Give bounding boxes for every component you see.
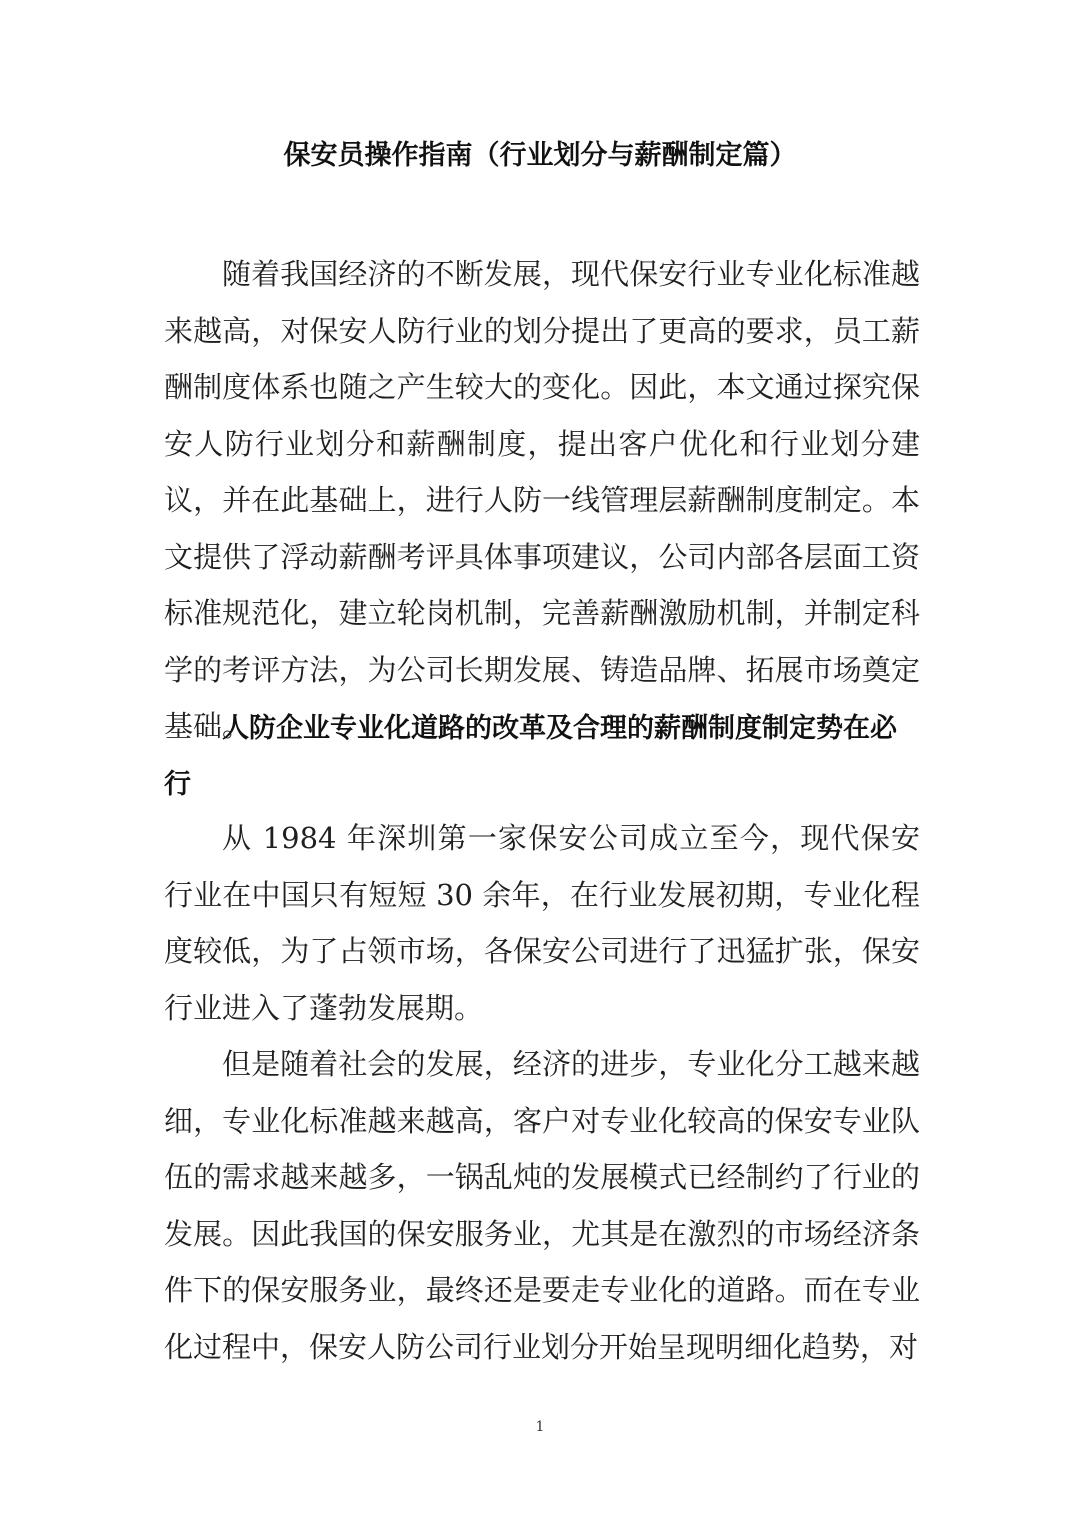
document-title: 保安员操作指南（行业划分与薪酬制定篇） [283,140,797,171]
intro-paragraph-block [164,246,920,755]
development-paragraph-block [164,1036,920,1375]
page-number: 1 [535,1419,545,1435]
paragraph: 随着我国经济的不断发展，现代保安行业专业化标准越来越高，对保安人防行业的划分提出了更高的要求，员工薪酬制度体系也随之产生较大的变化。因此，本文通过探究保安人防行业划分和薪酬制度，提出客户优化和行业划分建议，并在此基础上，进行人防一线管理层薪酬制度制定。本文提供了浮动薪酬考评具体事项建议，公司内部各层面工资标准规范化，建立轮岗机制，完善薪酬激励机制，并制定科学的考评方法，为公司长期发展、铸造品牌、拓展市场奠定基础。 [164,257,920,743]
paragraph: 但是随着社会的发展，经济的进步，专业化分工越来越细，专业化标准越来越高，客户对专业化较高的保安专业队伍的需求越来越多，一锅乱炖的发展模式已经制约了行业的发展。因此我国的保安服务业，尤其是在激烈的市场经济条件下的保安服务业，最终还是要走专业化的道路。而在专业化过程中，保安人防公司行业划分开始呈现明细化趋势，对 [164,1047,920,1364]
section-heading: 人防企业专业化道路的改革及合理的薪酬制度制定势在必行 [164,713,898,800]
paragraph: 从 1984 年深圳第一家保安公司成立至今，现代保安行业在中国只有短短 30 余年，在行业发展初期，专业化程度较低，为了占领市场，各保安公司进行了迅猛扩张，保安行业进入了蓬勃发展期。 [164,821,920,1025]
history-paragraph-block [164,810,920,1036]
